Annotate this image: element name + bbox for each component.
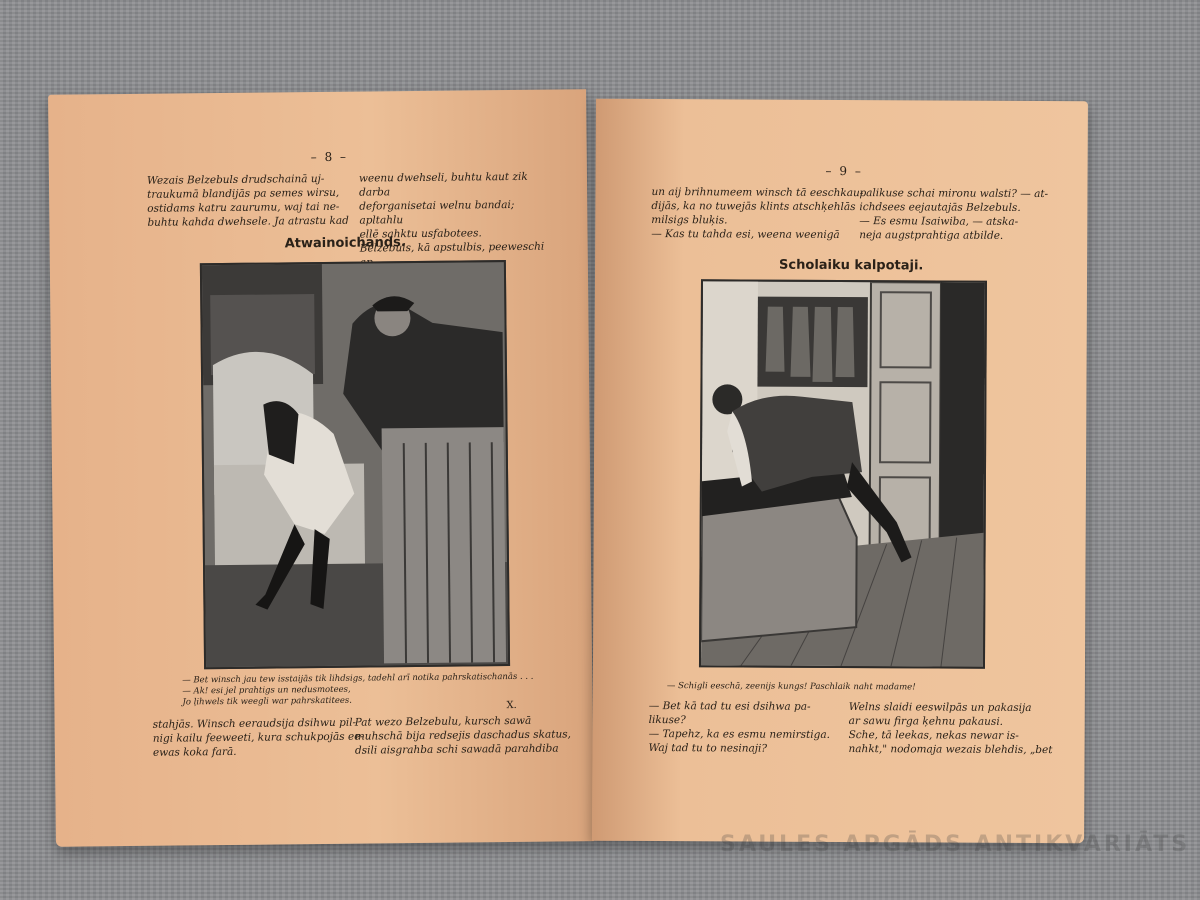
text-line: weenu dwehseli, buhtu kaut zik darba <box>358 170 528 199</box>
caption-line: Jo ļihwels tik weegli war pahrskatitees. <box>182 695 353 708</box>
watermark: SAULES APGĀDS ANTIKVARIĀTS <box>720 832 1191 857</box>
caption-mark: X. <box>506 699 517 712</box>
text-line: Pat wezo Belzebulu, kursch sawā <box>354 714 532 729</box>
text-line: ewas koka farā. <box>152 745 237 759</box>
page-number-9: – 9 – <box>825 163 863 179</box>
text-line: traukumā blandijās pa semes wirsu, <box>147 186 340 201</box>
text-line: ellē sahktu usfabotees. <box>359 227 482 241</box>
text-line: — Kas tu tahda esi, weena weenigā <box>651 228 840 241</box>
text-line: Belzebuls, kā apstulbis, peeweschi <box>359 240 545 255</box>
caption-line: — Bet winsch jau tew isstaijās tik lihdsigs, tadehl arī notika pahrskatischanās . . . <box>182 671 534 686</box>
left-top-column-2 <box>359 169 560 269</box>
text-line: deforganisetai welnu bandai; apltahlu <box>359 198 515 227</box>
caption-left <box>182 671 582 708</box>
caption-right <box>667 681 1047 694</box>
text-line: milsigs bluķis. <box>651 214 728 227</box>
text-line: ostidams katru zaurumu, waj tai ne- <box>147 200 340 215</box>
text-line: muhschā bija redsejis daschadus skatus, <box>354 728 572 743</box>
text-line: ar sawu firga ķehnu pakausi. <box>848 715 1004 728</box>
text-line: — Es esmu Isaiwiba, — atska- <box>859 215 1019 228</box>
left-top-column-1 <box>147 171 378 229</box>
right-top-column-2 <box>859 186 1074 243</box>
page-number-8: – 8 – <box>310 149 349 165</box>
illustration-left <box>200 260 510 669</box>
text-line: Welns slaidi eeswilpās un pakasija <box>848 701 1032 715</box>
left-bottom-column-1 <box>153 715 383 759</box>
text-line: — Tapehz, ka es esmu nemirstiga. <box>648 728 831 741</box>
text-line: neja augstprahtiga atbilde. <box>859 229 1004 242</box>
left-bottom-column-2 <box>355 713 575 757</box>
text-line: — Bet kā tad tu esi dsihwa pa- <box>648 700 811 713</box>
illustration-title-right: Scholaiku kalpotaji. <box>779 257 924 274</box>
left-page <box>48 89 594 847</box>
text-line: palikuse schai mironu walsti? — at- <box>859 187 1049 201</box>
right-bottom-column-1 <box>649 699 864 756</box>
text-line: likuse? <box>648 714 686 727</box>
text-line: Waj tad tu to nesinaji? <box>648 742 768 755</box>
text-line: Sche, tā leekas, nekas newar is- <box>848 729 1019 742</box>
text-line: nigi kailu feeweeti, kura schukpojās ee- <box>152 730 365 745</box>
text-line: stahjās. Winsch eeraudsija dsihwu pil- <box>152 716 357 731</box>
right-top-column-1 <box>651 185 866 242</box>
illustration-right <box>699 279 987 668</box>
text-line: nahkt," nodomaja wezais blehdis, „bet <box>848 743 1053 757</box>
text-line: dsili aisgrahba schi sawadā parahdiba <box>354 742 559 757</box>
text-line: buhtu kahda dwehsele. Ja atrastu kad <box>147 214 349 229</box>
text-line: Wezais Belzebuls drudschainā uj- <box>146 172 325 187</box>
illustration-title-left: Atwainoichands. <box>284 235 406 252</box>
caption-line: — Ak! esi jel prahtigs un nedusmotees, <box>182 684 351 697</box>
text-line: ichdsees eejautajās Belzebuls. <box>859 201 1021 214</box>
text-line: un aij brihnumeem winsch tā eeschkau- <box>651 186 864 200</box>
right-page <box>592 99 1088 844</box>
caption-line: — Schigli eeschā, zeenijs kungs! Paschlaik naht madame! <box>666 681 916 693</box>
right-bottom-column-2 <box>849 700 1074 757</box>
text-line: dijās, ka no tuwejās klints atschķehlās <box>651 200 856 214</box>
